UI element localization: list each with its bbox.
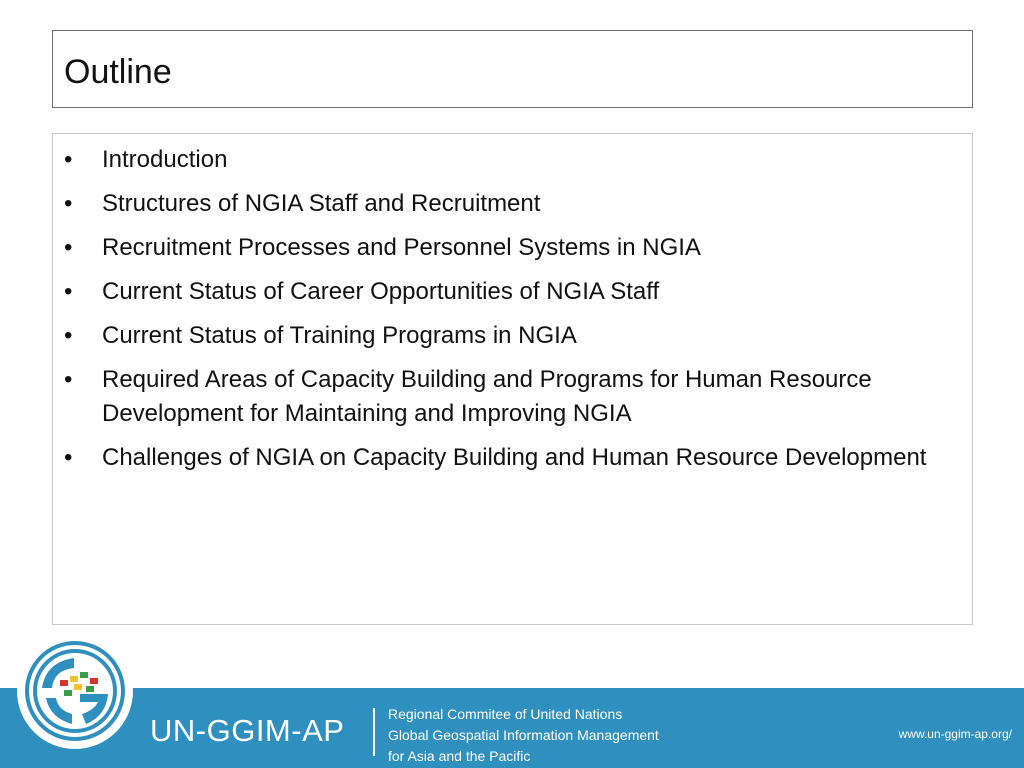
- bullet-dot: •: [64, 146, 73, 173]
- bullet-text: Required Areas of Capacity Building and Programs for Human Resource Development for Maintaining and Improving NGIA: [102, 366, 872, 427]
- bullet-text: Structures of NGIA Staff and Recruitment: [102, 190, 541, 217]
- bullet-item: [53, 187, 953, 221]
- org-line: Global Geospatial Information Management: [388, 727, 659, 743]
- footer-divider: [373, 708, 375, 756]
- org-line: Regional Commitee of United Nations: [388, 706, 623, 722]
- website-url: www.un-ggim-ap.org/: [898, 727, 1012, 741]
- bullet-dot: •: [64, 234, 73, 261]
- bullet-text: Current Status of Training Programs in NGIA: [102, 322, 577, 349]
- bullet-item: [53, 363, 953, 431]
- bullet-item: [53, 441, 953, 475]
- un-ggim-globe-logo-icon: [16, 632, 134, 750]
- bullet-text: Challenges of NGIA on Capacity Building and Human Resource Development: [102, 444, 927, 471]
- slide-title: Outline: [64, 53, 172, 91]
- bullet-dot: •: [64, 190, 73, 217]
- bullet-item: [53, 319, 953, 353]
- bullet-dot: •: [64, 278, 73, 305]
- bullet-text: Recruitment Processes and Personnel Systems in NGIA: [102, 234, 701, 261]
- bullet-dot: •: [64, 322, 73, 349]
- organization-name: [388, 704, 659, 767]
- brand-name: UN-GGIM-AP: [150, 713, 345, 748]
- bullet-item: [53, 275, 953, 309]
- bullet-list: [53, 143, 953, 485]
- title-box: [52, 30, 973, 108]
- bullet-dot: •: [64, 366, 73, 393]
- bullet-text: Introduction: [102, 146, 228, 173]
- bullet-item: [53, 231, 953, 265]
- bullet-text: Current Status of Career Opportunities of NGIA Staff: [102, 278, 660, 305]
- org-line: for Asia and the Pacific: [388, 748, 531, 764]
- content-box: [52, 133, 973, 625]
- bullet-item: [53, 143, 953, 177]
- bullet-dot: •: [64, 444, 73, 471]
